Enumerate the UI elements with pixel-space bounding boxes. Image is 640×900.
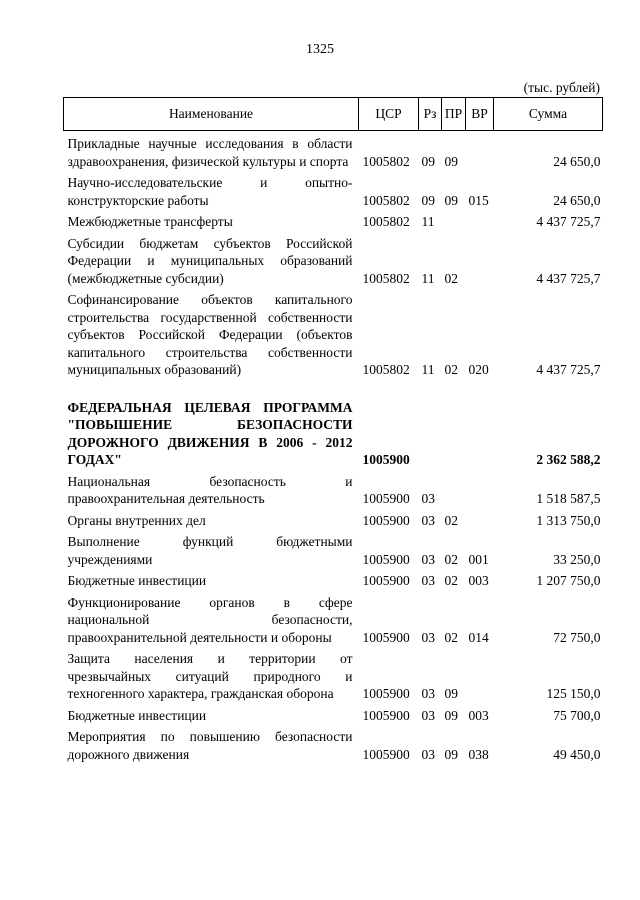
row-csr: 1005802 — [362, 362, 410, 377]
row-rz: 11 — [421, 214, 435, 229]
row-vr — [466, 646, 494, 703]
header-csr: ЦСР — [359, 98, 419, 131]
unit-note: (тыс. рублей) — [523, 80, 600, 95]
row-rz: 03 — [421, 491, 435, 506]
row-sum: 75 700,0 — [553, 707, 601, 723]
header-rz: Рз — [419, 98, 442, 131]
row-rz: 11 — [421, 270, 435, 286]
row-csr: 1005900 — [362, 686, 410, 701]
row-vr: 003 — [468, 707, 489, 723]
row-rz: 03 — [421, 512, 435, 528]
program-rz — [419, 395, 442, 469]
row-csr: 1005900 — [362, 707, 410, 723]
row-rz: 03 — [421, 686, 435, 701]
program-csr: 1005900 — [362, 452, 410, 467]
row-sum: 4 437 725,7 — [536, 362, 601, 377]
row-vr — [466, 508, 494, 530]
table-row — [64, 646, 603, 703]
row-csr: 1005802 — [362, 270, 410, 286]
row-rz: 09 — [421, 192, 435, 208]
header-vr: ВР — [466, 98, 494, 131]
row-vr: 014 — [468, 629, 489, 645]
budget-table — [63, 97, 603, 763]
row-csr: 1005900 — [362, 512, 410, 528]
row-sum: 24 650,0 — [553, 153, 601, 169]
row-csr: 1005802 — [362, 214, 410, 229]
row-name: Мероприятия по повышению безопасности дорожного движения — [67, 729, 353, 762]
row-sum: 72 750,0 — [553, 629, 601, 645]
table-row — [64, 209, 603, 231]
row-csr: 1005802 — [362, 192, 410, 208]
row-rz: 09 — [421, 153, 435, 169]
row-spacer — [64, 379, 603, 395]
row-name: Бюджетные инвестиции — [67, 573, 207, 588]
row-sum: 49 450,0 — [553, 746, 601, 762]
row-csr: 1005900 — [362, 491, 410, 506]
row-sum: 4 437 725,7 — [536, 214, 601, 229]
row-rz: 03 — [421, 551, 435, 567]
page-number: 1325 — [306, 42, 334, 57]
row-pr: 09 — [444, 192, 458, 208]
row-rz: 03 — [421, 629, 435, 645]
row-pr: 09 — [444, 707, 458, 723]
program-vr — [466, 395, 494, 469]
row-name: Органы внутренних дел — [67, 512, 206, 528]
row-rz: 11 — [421, 362, 435, 377]
row-vr — [466, 469, 494, 508]
table-row — [64, 170, 603, 209]
row-rz: 03 — [421, 573, 435, 588]
row-vr — [466, 231, 494, 288]
row-name: Функционирование органов в сфере национальной безопасности, правоохранительной деятельности и обороны — [67, 594, 353, 645]
row-name: Национальная безопасность и правоохранительная деятельность — [67, 473, 353, 506]
row-csr: 1005900 — [362, 573, 410, 588]
row-vr: 001 — [468, 551, 489, 567]
row-sum: 33 250,0 — [553, 551, 601, 567]
row-rz: 03 — [421, 707, 435, 723]
row-name: Прикладные научные исследования в области здравоохранения, физической культуры и спорта — [67, 136, 353, 169]
row-pr: 02 — [444, 573, 458, 588]
table-row — [64, 469, 603, 508]
header-name: Наименование — [64, 98, 359, 131]
row-pr: 09 — [444, 153, 458, 169]
row-rz: 03 — [421, 746, 435, 762]
program-row — [64, 395, 603, 469]
row-pr: 02 — [444, 270, 458, 286]
table-row — [64, 287, 603, 379]
program-sum: 2 362 588,2 — [536, 452, 601, 467]
row-name: Межбюджетные трансферты — [67, 214, 233, 229]
row-vr: 015 — [468, 192, 489, 208]
table-header — [64, 98, 603, 131]
row-name: Софинансирование объектов капитального строительства государственной собственности субъектов Российской Федерации (объектов капитального строительства собственности муниципальных образований) — [67, 292, 353, 377]
row-sum: 4 437 725,7 — [536, 270, 601, 286]
table-row — [64, 529, 603, 568]
row-sum: 24 650,0 — [553, 192, 601, 208]
row-pr: 02 — [444, 629, 458, 645]
row-pr: 02 — [444, 551, 458, 567]
row-name: Защита населения и территории от чрезвычайных ситуаций природного и техногенного характера, гражданская оборона — [67, 651, 353, 701]
header-pr: ПР — [442, 98, 466, 131]
row-vr: 038 — [468, 746, 489, 762]
row-name: Субсидии бюджетам субъектов Российской Федерации и муниципальных образований (межбюджетные субсидии) — [67, 235, 353, 286]
row-csr: 1005802 — [362, 153, 410, 169]
program-pr — [442, 395, 466, 469]
row-sum: 1 313 750,0 — [536, 512, 601, 528]
row-pr: 02 — [444, 512, 458, 528]
table-row — [64, 508, 603, 530]
table-row — [64, 724, 603, 763]
row-sum: 1 207 750,0 — [536, 573, 601, 588]
row-name: Научно-исследовательские и опытно-конструкторские работы — [67, 175, 353, 208]
row-vr — [466, 131, 494, 171]
row-csr: 1005900 — [362, 551, 410, 567]
row-vr — [466, 209, 494, 231]
row-pr — [442, 209, 466, 231]
row-pr: 09 — [444, 746, 458, 762]
table-row — [64, 131, 603, 171]
table-row — [64, 703, 603, 725]
row-csr: 1005900 — [362, 629, 410, 645]
row-pr: 02 — [444, 362, 458, 377]
row-sum: 125 150,0 — [546, 686, 601, 701]
program-name: ФЕДЕРАЛЬНАЯ ЦЕЛЕВАЯ ПРОГРАММА "ПОВЫШЕНИЕ БЕЗОПАСНОСТИ ДОРОЖНОГО ДВИЖЕНИЯ В 2006 - 2012 ГОДАХ" — [67, 399, 353, 467]
table-row — [64, 231, 603, 288]
row-name: Выполнение функций бюджетными учреждениями — [67, 534, 353, 567]
row-vr: 020 — [468, 362, 489, 377]
row-vr: 003 — [468, 573, 489, 588]
row-pr: 09 — [444, 686, 458, 701]
row-csr: 1005900 — [362, 746, 410, 762]
row-sum: 1 518 587,5 — [536, 491, 601, 506]
row-name: Бюджетные инвестиции — [67, 707, 207, 723]
header-sum: Сумма — [494, 98, 603, 131]
table-row — [64, 568, 603, 590]
row-pr — [442, 469, 466, 508]
table-row — [64, 590, 603, 647]
